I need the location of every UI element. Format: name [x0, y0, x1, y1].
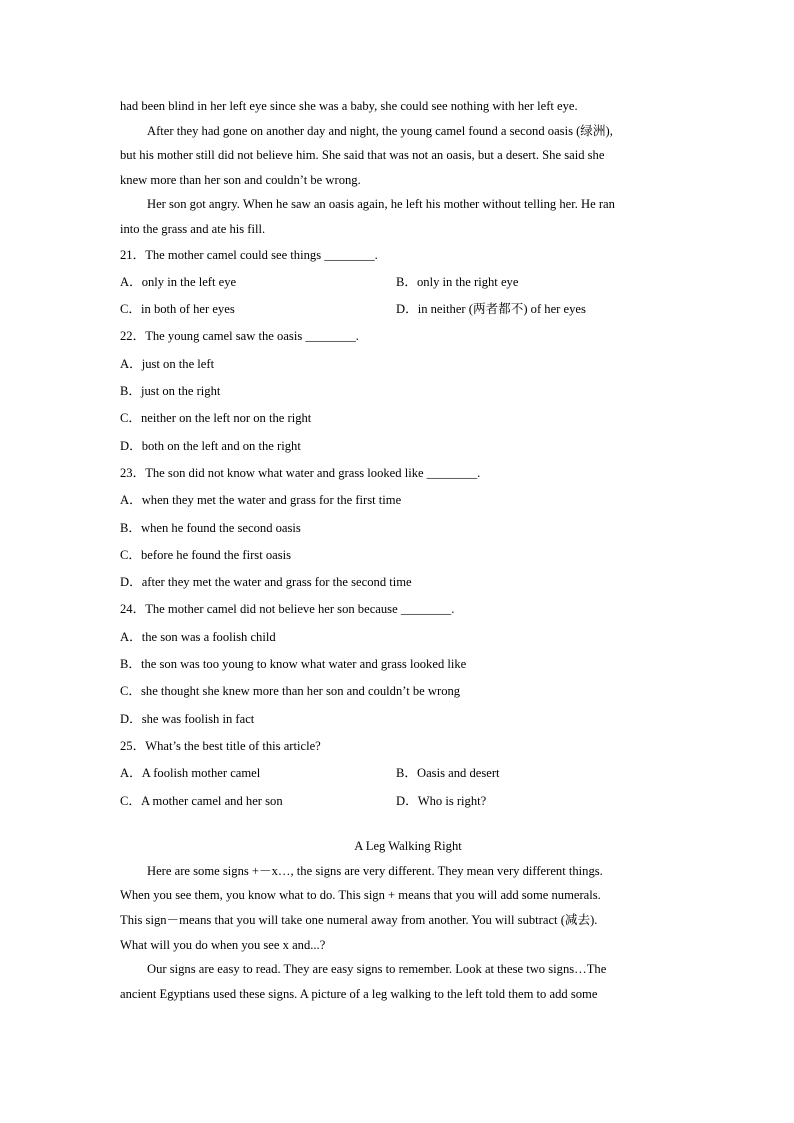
option-d: D．Who is right?	[396, 793, 487, 808]
passage-line: This sign－means that you will take one numeral away from another. You will subtract (减去).	[120, 912, 598, 927]
option-d: D．she was foolish in fact	[120, 711, 255, 726]
passage-line: When you see them, you know what to do. This sign + means that you will add some numerals.	[120, 888, 601, 903]
passage-2	[120, 859, 680, 1007]
option-a: A．A foolish mother camel	[120, 766, 261, 781]
question-stem: 21．The mother camel could see things ________.	[120, 247, 378, 262]
option-row	[120, 296, 680, 323]
passage-title: A Leg Walking Right	[354, 838, 462, 853]
passage-line: had been blind in her left eye since she was a baby, she could see nothing with her left eye.	[120, 99, 578, 113]
option-row	[120, 760, 680, 787]
passage-line: Here are some signs +－x…, the signs are very different. They mean very different things.	[147, 863, 603, 878]
option-a: A．the son was a foolish child	[120, 629, 276, 644]
option-b: B．Oasis and desert	[396, 766, 500, 781]
option-d: D．after they met the water and grass for the second time	[120, 575, 412, 590]
question-22	[120, 323, 680, 459]
question-23	[120, 460, 680, 596]
passage-line: What will you do when you see x and...?	[120, 937, 326, 952]
option-d: D．in neither (两者都不) of her eyes	[396, 302, 586, 317]
question-stem: 25．What’s the best title of this article?	[120, 738, 321, 753]
option-b: B．only in the right eye	[396, 274, 519, 289]
passage-line: but his mother still did not believe him. She said that was not an oasis, but a desert. She said she	[120, 148, 605, 163]
question-stem: 23．The son did not know what water and grass looked like ________.	[120, 465, 481, 480]
question-stem: 22．The young camel saw the oasis ________.	[120, 329, 359, 344]
option-b: B．just on the right	[120, 384, 221, 399]
option-c: C．neither on the left nor on the right	[120, 411, 312, 426]
passage-line: into the grass and ate his fill.	[120, 221, 266, 236]
option-c: C．A mother camel and her son	[120, 793, 283, 808]
option-a: A．only in the left eye	[120, 274, 237, 289]
question-24	[120, 596, 680, 732]
passage-line: knew more than her son and couldn’t be wrong.	[120, 172, 361, 187]
passage-line: After they had gone on another day and night, the young camel found a second oasis (绿洲),	[147, 123, 613, 138]
passage-line: Our signs are easy to read. They are easy signs to remember. Look at these two signs…The	[147, 962, 607, 977]
option-a: A．just on the left	[120, 356, 215, 371]
passage-line: ancient Egyptians used these signs. A picture of a leg walking to the left told them to add some	[120, 986, 598, 1001]
document-page	[120, 94, 680, 1006]
option-c: C．in both of her eyes	[120, 302, 235, 317]
option-c: C．she thought she knew more than her son and couldn’t be wrong	[120, 684, 461, 699]
option-a: A．when they met the water and grass for the first time	[120, 493, 402, 508]
option-c: C．before he found the first oasis	[120, 547, 292, 562]
option-b: B．when he found the second oasis	[120, 520, 301, 535]
question-21	[120, 242, 680, 324]
option-row	[120, 788, 680, 815]
passage-1	[120, 94, 680, 242]
option-row	[120, 269, 680, 296]
question-stem: 24．The mother camel did not believe her son because ________.	[120, 602, 455, 617]
passage-line: Her son got angry. When he saw an oasis again, he left his mother without telling her. He ran	[147, 197, 615, 212]
option-b: B．the son was too young to know what water and grass looked like	[120, 657, 467, 672]
option-d: D．both on the left and on the right	[120, 438, 301, 453]
question-25	[120, 733, 680, 815]
